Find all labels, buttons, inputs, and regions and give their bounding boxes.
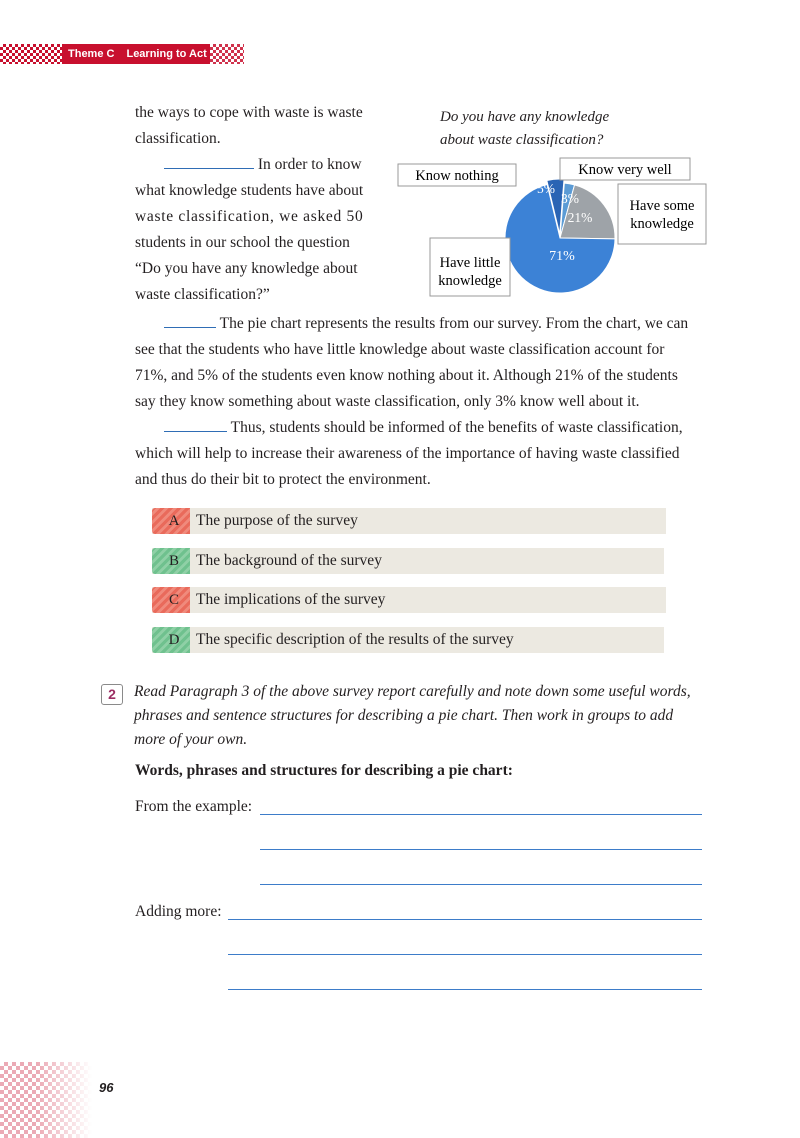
option-d[interactable] (152, 627, 664, 653)
pct-5: 5% (537, 181, 555, 196)
option-c-text: The implications of the survey (196, 591, 386, 608)
adding-more-line-2[interactable] (228, 954, 702, 955)
pct-21: 21% (567, 210, 593, 225)
task-subheading: Words, phrases and structures for describing a pie chart: (135, 762, 513, 779)
para2-line1 (164, 152, 362, 179)
option-a-text: The purpose of the survey (196, 512, 358, 529)
adding-more-line-1[interactable] (228, 919, 702, 920)
answer-blank-3[interactable] (164, 416, 227, 432)
adding-more-line-3[interactable] (228, 989, 702, 990)
para2-line3: waste classification, we asked 50 (135, 208, 364, 225)
label-have-little-2: knowledge (438, 273, 502, 289)
label-box-have-some (618, 184, 706, 244)
chart-title-line2: about waste classification? (440, 132, 604, 148)
chart-title (440, 106, 609, 152)
pct-3: 3% (561, 191, 579, 206)
para1-line1: the ways to cope with waste is waste (135, 104, 363, 121)
task-number: 2 (101, 684, 123, 705)
from-example-line-2[interactable] (260, 849, 702, 850)
adding-more-label: Adding more: (135, 903, 222, 920)
label-have-some-2: knowledge (630, 216, 694, 232)
para4-line2: which will help to increase their awareness of the importance of having waste classified (135, 445, 680, 462)
task-instructions (134, 680, 719, 752)
option-d-letter: D (152, 627, 190, 653)
pct-71: 71% (549, 249, 575, 264)
chart-title-line1: Do you have any knowledge (440, 109, 610, 125)
footer-pattern (0, 1062, 92, 1138)
page-number: 96 (99, 1080, 114, 1095)
para2-line5: “Do you have any knowledge about (135, 260, 358, 277)
header-bar (62, 44, 210, 64)
option-c[interactable] (152, 587, 666, 613)
label-have-some-1: Have some (629, 198, 695, 214)
para4-line3: and thus do their bit to protect the environment. (135, 471, 431, 488)
para2-text1: In order to know (257, 156, 362, 173)
para3-line2: see that the students who have little knowledge about waste classification account for (135, 341, 665, 358)
from-example-line-3[interactable] (260, 884, 702, 885)
option-b-text: The background of the survey (196, 552, 382, 569)
from-example-label: From the example: (135, 798, 253, 815)
from-example-line-1[interactable] (260, 814, 702, 815)
answer-blank-1[interactable] (164, 153, 254, 169)
header-pattern (0, 44, 62, 64)
para2-line6: waste classification?” (135, 286, 270, 303)
option-c-letter: C (152, 587, 190, 613)
para3-line1 (164, 311, 688, 338)
header-section: Learning to Act (126, 48, 207, 60)
para3-line3: 71%, and 5% of the students even know nothing about it. Although 21% of the students (135, 367, 678, 384)
para4-line1 (164, 415, 683, 442)
para2-line4: students in our school the question (135, 234, 350, 251)
para4-text1: Thus, students should be informed of the benefits of waste classification, (230, 419, 683, 436)
task-instr-line3: more of your own. (134, 731, 248, 748)
answer-blank-2[interactable] (164, 312, 216, 328)
option-a-letter: A (152, 508, 190, 534)
task-instr-line1: Read Paragraph 3 of the above survey report carefully and note down some useful words, (134, 683, 691, 700)
task-instr-line2: phrases and sentence structures for describing a pie chart. Then work in groups to add (134, 707, 674, 724)
label-know-nothing: Know nothing (415, 168, 499, 184)
para3-line4: say they know something about waste classification, only 3% know well about it. (135, 393, 640, 410)
option-b[interactable] (152, 548, 664, 574)
para1-line2: classification. (135, 130, 221, 147)
option-a[interactable] (152, 508, 666, 534)
header-pattern-tail (210, 44, 244, 64)
option-b-letter: B (152, 548, 190, 574)
label-have-little-1: Have little (439, 255, 501, 271)
para3-text1: The pie chart represents the results from our survey. From the chart, we can (219, 315, 689, 332)
pie-chart (390, 150, 720, 310)
option-d-text: The specific description of the results of the survey (196, 631, 514, 648)
para2-line2: what knowledge students have about (135, 182, 364, 199)
label-know-very-well: Know very well (578, 162, 672, 178)
header-theme: Theme C (68, 48, 115, 60)
